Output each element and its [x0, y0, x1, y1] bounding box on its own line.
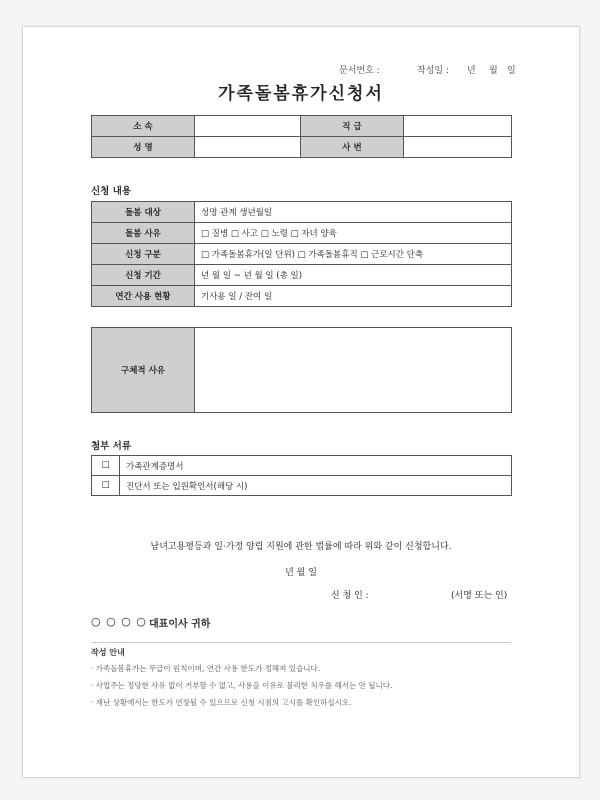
table-row	[92, 286, 512, 307]
note-item: · 가족돌봄휴가는 무급이 원칙이며, 연간 사용 한도가 정해져 있습니다.	[91, 664, 321, 673]
declaration-text: 남녀고용평등과 일·가정 양립 지원에 관한 법률에 따라 위와 같이 신청합니다.	[150, 542, 452, 552]
date-label: 작성일 :	[417, 66, 449, 76]
note-item: · 사업주는 정당한 사유 없이 거부할 수 없고, 사용을 이유로 불리한 처우를 해서는 안 됩니다.	[91, 681, 393, 690]
date-month: 월	[489, 66, 498, 76]
table-row	[92, 476, 512, 496]
position-label: 직 급	[301, 116, 404, 137]
applicant-signature-label: 신 청 인 :	[331, 591, 369, 601]
form-title: 가족돌봄휴가신청서	[218, 84, 384, 104]
name-label: 성 명	[92, 137, 195, 158]
form-sheet	[22, 26, 580, 778]
reason-table	[91, 327, 512, 413]
declaration-date: 년 월 일	[285, 568, 317, 578]
care-target-field[interactable]: 성명 관계 생년월일	[195, 202, 512, 223]
table-row	[92, 265, 512, 286]
affiliation-field[interactable]	[195, 116, 301, 137]
request-table	[91, 201, 512, 307]
care-reason-label: 돌봄 사유	[92, 223, 195, 244]
affiliation-label: 소 속	[92, 116, 195, 137]
request-section-title: 신청 내용	[91, 186, 132, 197]
note-item: · 재난 상황에서는 한도가 연장될 수 있으므로 신청 시점의 고시를 확인하십시오.	[91, 698, 352, 707]
attachment-checkbox[interactable]: ☐	[92, 476, 120, 496]
request-type-label: 신청 구분	[92, 244, 195, 265]
annual-usage-label: 연간 사용 현황	[92, 286, 195, 307]
care-reason-options[interactable]: □ 질병 □ 사고 □ 노령 □ 자녀 양육	[195, 223, 512, 244]
table-row	[92, 202, 512, 223]
table-row	[92, 456, 512, 476]
position-field[interactable]	[404, 116, 512, 137]
attachment-label: 가족관계증명서	[120, 456, 512, 476]
attachments-table	[91, 455, 512, 496]
request-type-options[interactable]: □ 가족돌봄휴가(일 단위) □ 가족돌봄휴직 □ 근로시간 단축	[195, 244, 512, 265]
recipient-label: 대표이사 귀하	[149, 619, 211, 630]
notes-title: 작성 안내	[91, 648, 125, 657]
name-field[interactable]	[195, 137, 301, 158]
divider	[91, 642, 511, 643]
employee-number-label: 사 번	[301, 137, 404, 158]
table-row	[92, 223, 512, 244]
applicant-table	[91, 115, 512, 158]
attachment-label: 진단서 또는 입원확인서(해당 시)	[120, 476, 512, 496]
request-period-label: 신청 기간	[92, 265, 195, 286]
recipient-placeholder: ○ ○ ○ ○	[91, 615, 147, 628]
signature-hint: (서명 또는 인)	[451, 591, 508, 601]
attachments-section-title: 첨부 서류	[91, 441, 132, 452]
table-row	[92, 244, 512, 265]
annual-usage-field[interactable]: 기사용 일 / 잔여 일	[195, 286, 512, 307]
doc-number-label: 문서번호 :	[339, 66, 380, 76]
specific-reason-label: 구체적 사유	[92, 328, 195, 413]
employee-number-field[interactable]	[404, 137, 512, 158]
specific-reason-field[interactable]	[195, 328, 512, 413]
date-year: 년	[467, 66, 476, 76]
date-day: 일	[507, 66, 516, 76]
attachment-checkbox[interactable]: ☐	[92, 456, 120, 476]
care-target-label: 돌봄 대상	[92, 202, 195, 223]
request-period-field[interactable]: 년 월 일 ~ 년 월 일 (총 일)	[195, 265, 512, 286]
